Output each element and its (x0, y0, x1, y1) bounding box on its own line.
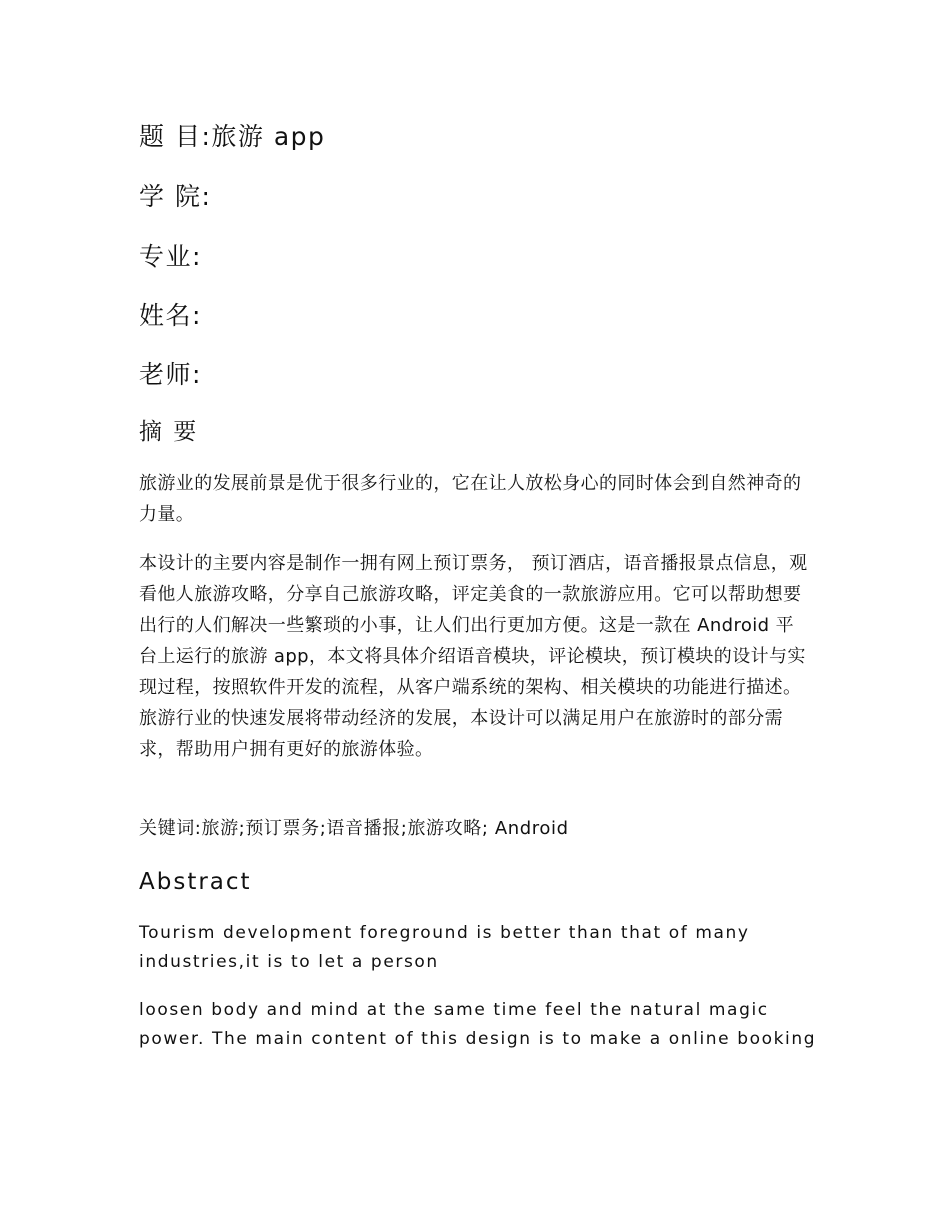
abstract-en-paragraph-2: loosen body and mind at the same time feel the natural magic power. The main content of this design is to make a online booking (139, 1000, 817, 1049)
abstract-cn-paragraph-1: 旅游业的发展前景是优于很多行业的，它在让人放松身心的同时体会到自然神奇的力量。 (139, 473, 802, 525)
college-line: 学 院: (139, 182, 212, 211)
abstract-en-paragraph-1: Tourism development foreground is better than that of many industries,it is to let a person (139, 923, 750, 972)
major-line: 专业: (139, 242, 202, 271)
abstract-cn-paragraph-2: 本设计的主要内容是制作一拥有网上预订票务， 预订酒店，语音播报景点信息，观看他人旅游攻略，分享自己旅游攻略，评定美食的一款旅游应用。它可以帮助想要出行的人们解决一些繁琐的小事，让人们出行更加方便。这是一款在 Android 平台上运行的旅游 app，本文将具体介绍语音模块，评论模块，预订模块的设计与实现过程，按照软件开发的流程，从客户端系统的架构、相关模块的功能进行描述。旅游行业的快速发展将带动经济的发展，本设计可以满足用户在旅游时的部分需求，帮助用户拥有更好的旅游体验。 (139, 553, 808, 760)
thesis-title-line: 题 目:旅游 app (139, 122, 326, 151)
teacher-line: 老师: (139, 360, 202, 389)
abstract-cn-heading: 摘 要 (139, 419, 199, 445)
student-name-line: 姓名: (139, 301, 202, 330)
keywords-line: 关键词:旅游;预订票务;语音播报;旅游攻略; Android (139, 818, 569, 839)
abstract-en-heading: Abstract (139, 869, 252, 895)
